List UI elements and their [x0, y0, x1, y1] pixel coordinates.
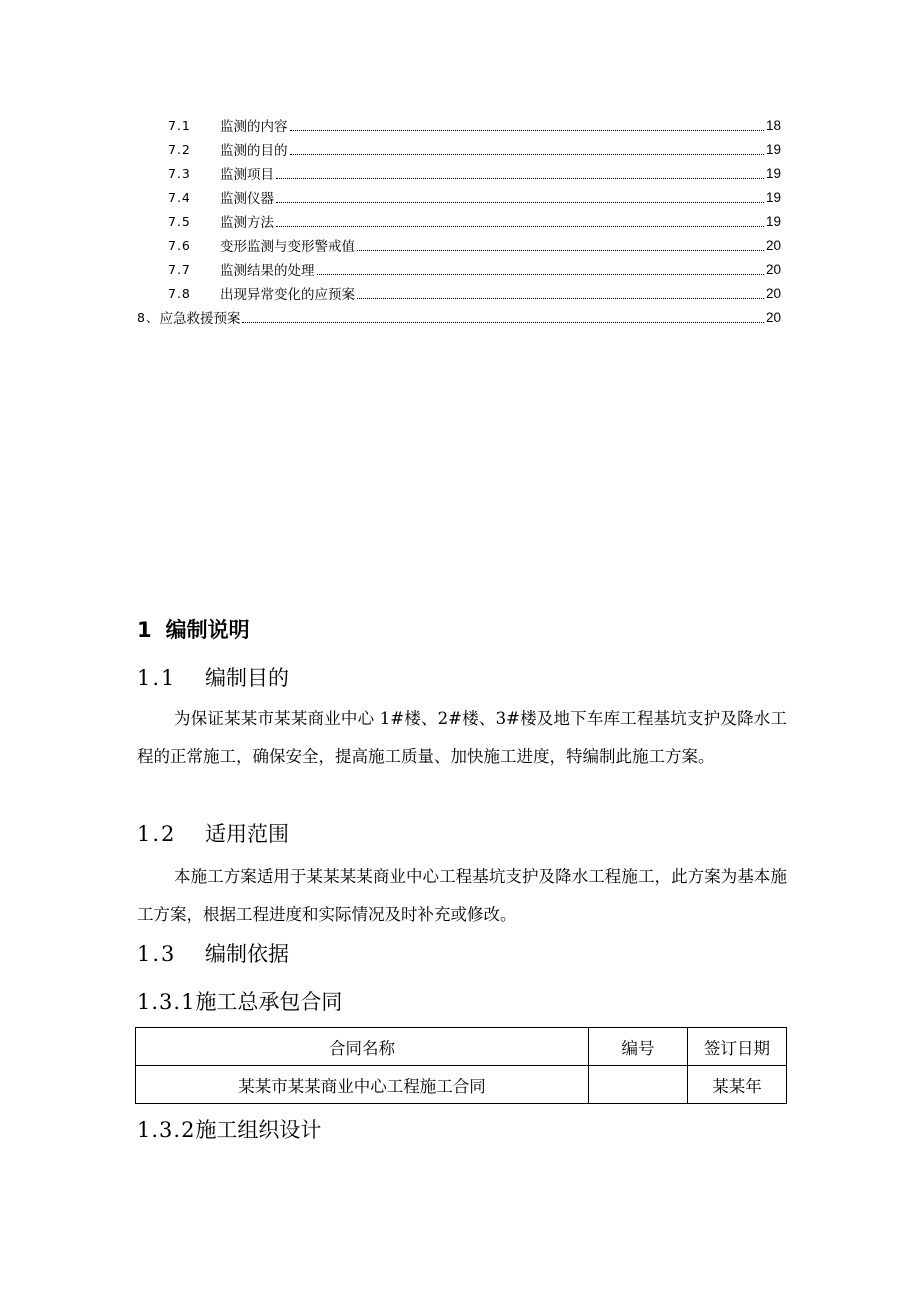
toc-leader [317, 273, 764, 275]
heading-title: 施工组织设计 [195, 1118, 322, 1142]
toc-page: 19 [765, 165, 781, 181]
toc-leader [276, 177, 764, 179]
toc-entry-7-1[interactable] [168, 114, 781, 136]
toc-number: 7.3 [168, 165, 191, 181]
toc-leader [357, 297, 764, 299]
heading-number: 1.1 [137, 666, 177, 690]
table-cell: 某某年 [688, 1066, 787, 1104]
toc-title: 应急救援预案 [159, 311, 241, 327]
toc-leader [290, 129, 764, 131]
toc-page: 19 [765, 141, 781, 157]
toc-page: 20 [765, 285, 781, 301]
heading-number: 1.3.2 [137, 1118, 196, 1142]
toc-number: 7.6 [168, 237, 191, 253]
toc-title: 监测结果的处理 [220, 263, 315, 279]
table-header-cell: 签订日期 [688, 1028, 787, 1066]
toc-entry-7-5[interactable] [168, 210, 781, 232]
toc-number: 8、 [137, 310, 160, 325]
toc-leader [290, 153, 764, 155]
toc-title: 出现异常变化的应预案 [220, 287, 355, 303]
toc-entry-7-8[interactable] [168, 282, 781, 304]
toc-page: 20 [765, 309, 781, 325]
contract-table [135, 1027, 787, 1104]
toc-title: 监测项目 [220, 167, 274, 183]
heading-number: 1.2 [137, 822, 177, 846]
toc-number: 7.1 [168, 117, 191, 133]
toc-title: 监测的内容 [220, 119, 288, 135]
heading-section-1-3 [137, 938, 289, 968]
toc-number: 7.5 [168, 213, 191, 229]
heading-section-1-1 [137, 662, 289, 692]
toc-entry-7-4[interactable] [168, 186, 781, 208]
heading-number: 1 [137, 618, 152, 642]
toc-title: 监测方法 [220, 215, 274, 231]
toc-leader [276, 201, 764, 203]
heading-section-1-3-2 [137, 1114, 321, 1144]
table-cell [589, 1066, 688, 1104]
heading-title: 编制依据 [205, 942, 289, 966]
toc-number: 7.8 [168, 285, 191, 301]
table-header-row [136, 1028, 787, 1066]
toc-page: 20 [765, 237, 781, 253]
table-cell: 某某市某某商业中心工程施工合同 [136, 1066, 589, 1104]
toc-title: 监测的目的 [220, 143, 288, 159]
toc-page: 19 [765, 213, 781, 229]
toc-leader [276, 225, 764, 227]
heading-number: 1.3.1 [137, 990, 196, 1014]
toc-entry-7-6[interactable] [168, 234, 781, 256]
toc-entry-8[interactable] [137, 306, 781, 328]
heading-title: 适用范围 [205, 822, 289, 846]
heading-section-1 [137, 614, 250, 644]
toc-leader [242, 321, 764, 323]
heading-section-1-2 [137, 818, 289, 848]
toc-number: 7.7 [168, 261, 191, 277]
heading-title: 编制目的 [205, 666, 289, 690]
toc-title: 变形监测与变形警戒值 [220, 239, 355, 255]
paragraph-scope: 本施工方案适用于某某某某商业中心工程基坑支护及降水工程施工，此方案为基本施工方案，根据工程进度和实际情况及时补充或修改。 [137, 867, 787, 924]
toc-page: 19 [765, 189, 781, 205]
toc-title: 监测仪器 [220, 191, 274, 207]
heading-title: 编制说明 [165, 618, 250, 642]
toc-page: 20 [765, 261, 781, 277]
toc-number: 7.4 [168, 189, 191, 205]
toc-page: 18 [765, 117, 781, 133]
paragraph-purpose: 为保证某某市某某商业中心 1#楼、2#楼、3#楼及地下车库工程基坑支护及降水工程的正常施工，确保安全，提高施工质量、加快施工进度，特编制此施工方案。 [137, 709, 787, 766]
table-row [136, 1066, 787, 1104]
table-header-cell: 编号 [589, 1028, 688, 1066]
toc-entry-7-2[interactable] [168, 138, 781, 160]
table-header-cell: 合同名称 [136, 1028, 589, 1066]
heading-title: 施工总承包合同 [195, 990, 343, 1014]
heading-number: 1.3 [137, 942, 177, 966]
toc-entry-7-3[interactable] [168, 162, 781, 184]
heading-section-1-3-1 [137, 986, 342, 1016]
toc-number: 7.2 [168, 141, 191, 157]
toc-entry-7-7[interactable] [168, 258, 781, 280]
toc-leader [357, 249, 764, 251]
